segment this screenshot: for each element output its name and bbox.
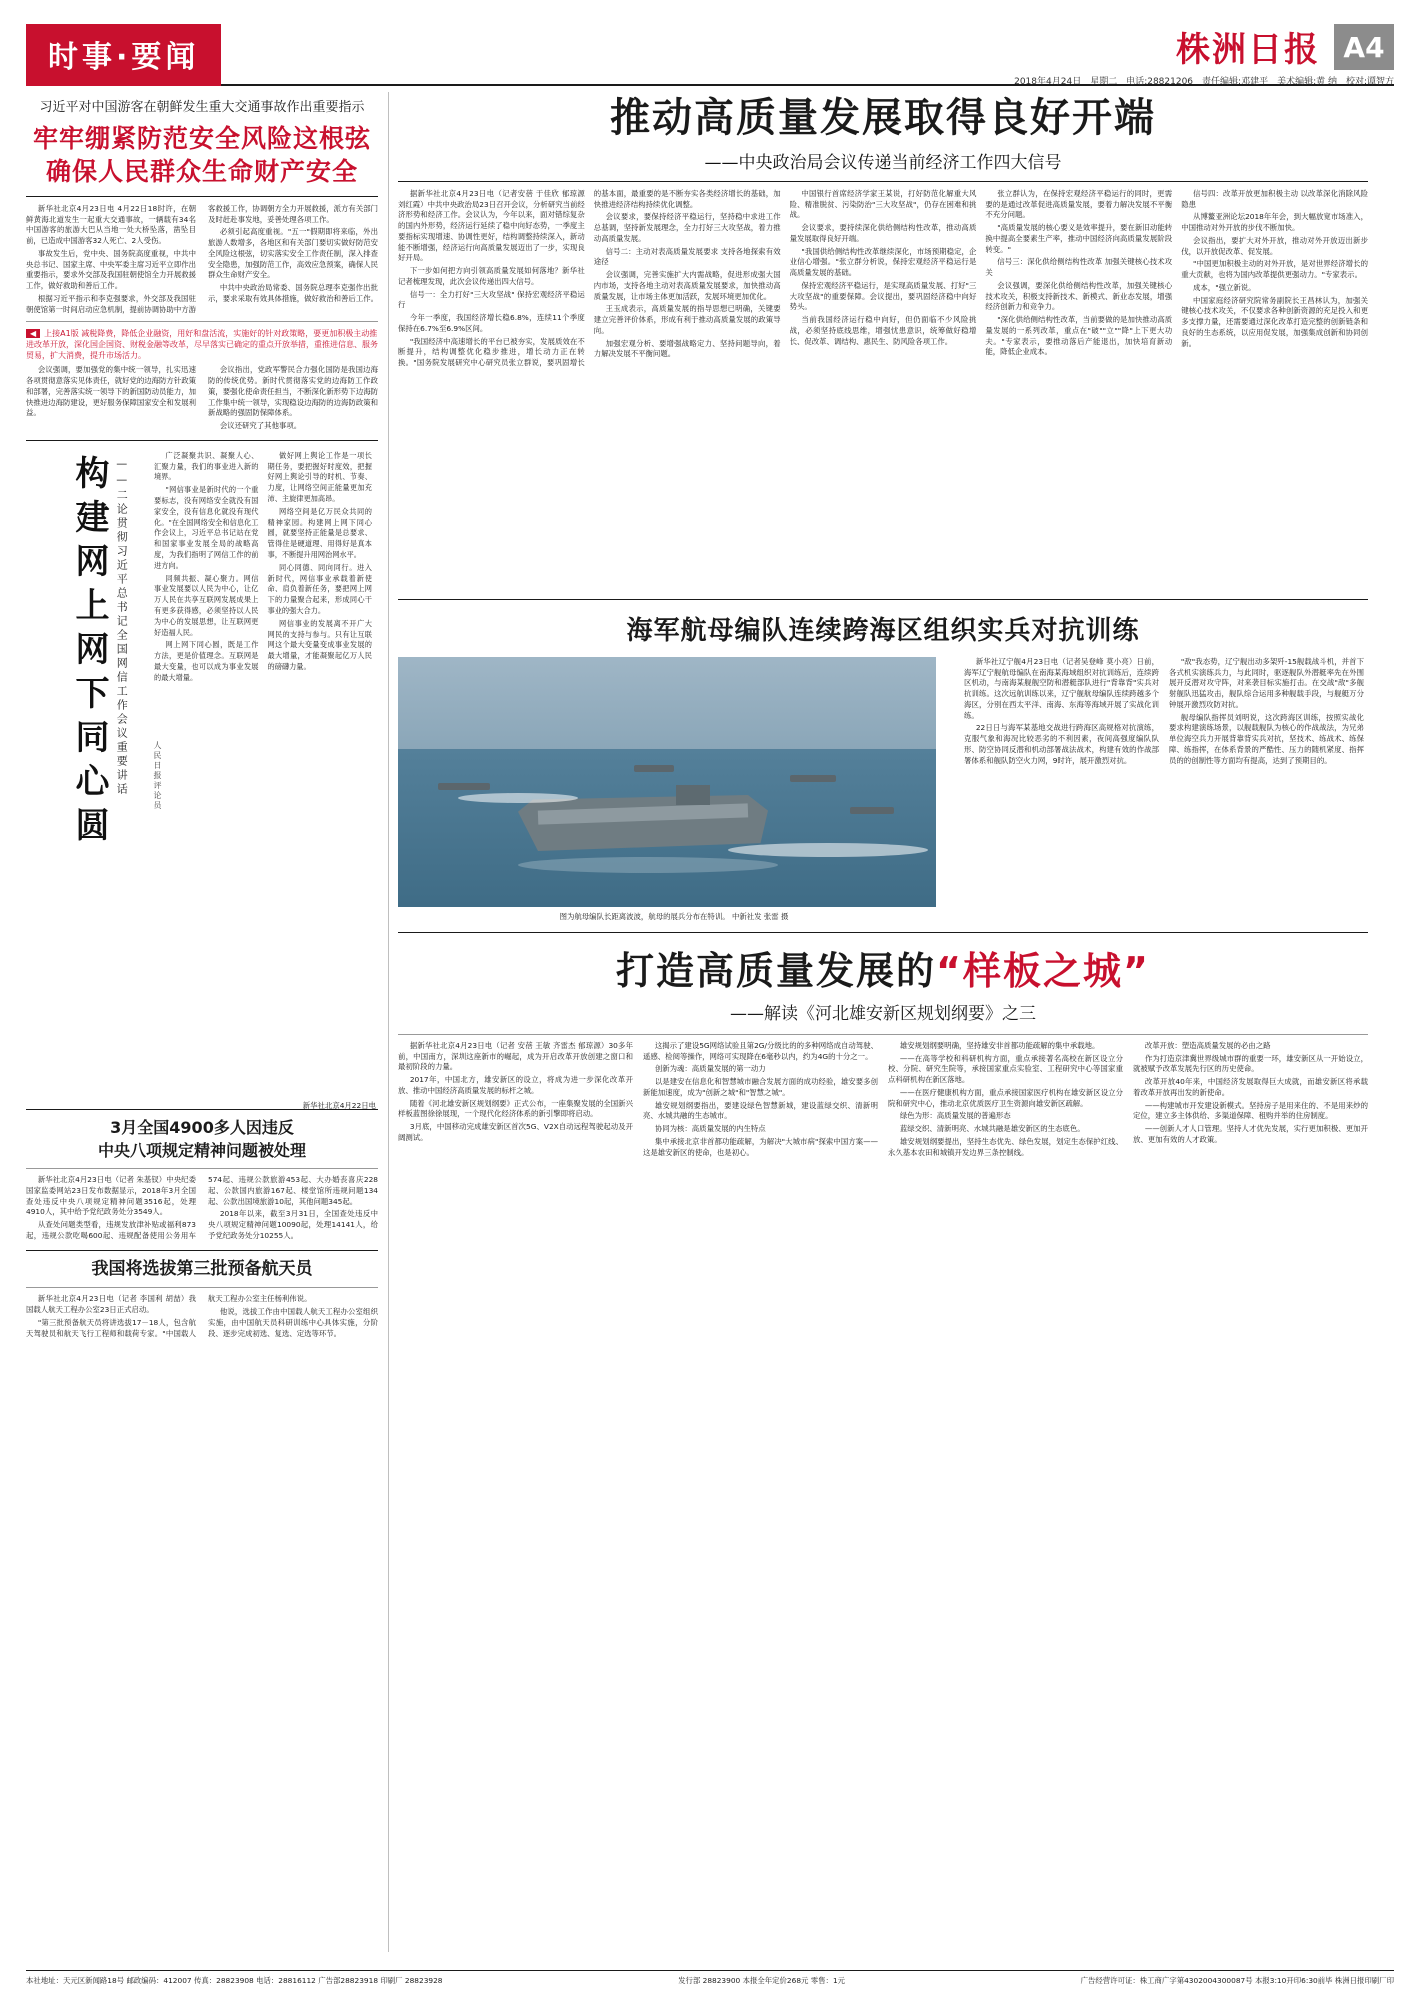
divider — [26, 1168, 378, 1169]
lead-headline — [26, 122, 378, 190]
paragraph: 雄安规划纲要指出，要建设绿色智慧新城，建设蓝绿交织、清新明亮、水城共融的生态城市。 — [643, 1100, 878, 1121]
masthead — [26, 22, 1394, 86]
commentary-block — [26, 440, 378, 1110]
commentary-title: 构建网上网下同心圆 — [69, 454, 109, 851]
paragraph: 做好网上舆论工作是一项长期任务，要把握好时度效，把握好网上舆论引导的时机、节奏、力度，让网络空间正能量更加充沛、主旋律更加高昂。 — [267, 450, 372, 503]
paragraph: 2018年以来，截至3月31日，全国查处违反中央八项规定精神问题10090起，处理14141人，给予党纪政务处分10255人。 — [208, 1209, 378, 1240]
paragraph: 下一步如何把方向引领高质量发展如何落地？新华社记者梳理发现，此次会议传递出四大信号。 — [398, 266, 585, 286]
paragraph: 当前我国经济运行稳中向好，但仍面临不少风险挑战，必须坚持底线思维，增强忧患意识，统筹做好稳增长、促改革、调结构、惠民生、防风险各项工作。 — [789, 315, 977, 346]
paragraph: "深化供给侧结构性改革，当前要做的是加快推动高质量发展的一系列改革，重点在"破""立""降"上下更大功夫。"专家表示，要推动落后产能退出，加快培育新动能，降低企业成本。 — [985, 315, 1173, 357]
paragraph: 会议要求，要保持经济平稳运行，坚持稳中求进工作总基调，坚持新发展理念，全力打好三大攻坚战，着力推动高质量发展。 — [593, 212, 781, 243]
main-headline: 推动高质量发展取得良好开端 — [610, 95, 1156, 141]
paragraph: 保持宏观经济平稳运行，是实现高质量发展、打好"三大攻坚战"的重要保障。会议提出，要巩固经济稳中向好势头。 — [789, 280, 977, 312]
paragraph: 信号三：深化供给侧结构性改革 加强关键核心技术攻关 — [985, 257, 1173, 278]
paragraph: 协同为核：高质量发展的内生特点 — [654, 1124, 766, 1134]
paragraph: 中国银行首席经济学家王某说，打好防范化解重大风险、精准脱贫、污染防治"三大攻坚战"，仍存在困难和挑战。 — [789, 189, 977, 220]
paragraph: 新华社北京4月23日电（记者 朱基钗）中央纪委国家监委网站23日发布数据显示，2018年3月全国查处违反中央八项规定精神问题3516起，处理4910人，其中给予党纪政务处分3549人。 — [26, 1175, 196, 1217]
xiongan-headline: 打造高质量发展的“样板之城” — [616, 949, 1150, 993]
paragraph: 网信事业的发展离不开广大网民的支持与参与。只有让互联网这个最大变量变成事业发展的最大增量，才能凝聚起亿万人民的磅礴力量。 — [267, 618, 372, 671]
paragraph: 王玉成表示，高质量发展的指导思想已明确，关键要建立完善评价体系，形成有利于推动高质量发展的政策导向。 — [593, 304, 781, 335]
left-column — [26, 92, 378, 1340]
jump-reference — [26, 328, 378, 361]
paragraph: "第三批预备航天员将讲选拔17－18人，包含航天驾驶员和航天飞行工程师和载荷专家。"中国载人航天工程办公室主任杨利伟说。 — [26, 1294, 312, 1338]
paragraph: 新华社北京4月23日电 4月22日18时许，在朝鲜黄海北道发生一起重大交通事故，一辆载有34名中国游客的旅游大巴从当地一处大桥坠落，凿坠目前，已造成中国游客32人死亡、2人受伤。 — [26, 204, 196, 246]
xiongan-body — [398, 1041, 1368, 1681]
ship-wake — [458, 793, 578, 803]
paragraph: 22日日与海军某基地交战进行跨海区高规格对抗演练，克服气象和海况比较恶劣的不利因素，夜间高强度编队队形、防空协同反潜和机动部署战法战术，构建有效的作战部署体系和舰队防空火力网，9时许，展开激烈对抗。 — [964, 723, 1159, 765]
paragraph: 会议还研究了其他事项。 — [219, 421, 302, 431]
paragraph: 新华社北京4月23日电（记者 李国利 胡喆）我国载人航天工程办公室23日正式启动。 — [26, 1294, 196, 1315]
paragraph: 据新华社北京4月23日电（记者 安蓓 王敏 齐雷杰 郁琼源）30多年前，中国南方，深圳这座新市的崛起，成为开启改革开放创建之窗口和最初阶段的力量。 — [398, 1041, 633, 1072]
paragraph: 张立群认为，在保持宏观经济平稳运行的同时，更需要的是通过改革促进高质量发展，要着力解决发展不平衡不充分问题。 — [985, 189, 1173, 220]
paragraph: 雄安规划纲要明确，坚持雄安非首都功能疏解的集中承载地。 — [899, 1041, 1100, 1050]
navy-body — [964, 657, 1364, 922]
paragraph: 集中承接北京非首都功能疏解，为解决"大城市病"探索中国方案——这是雄安新区的使命，也是初心。 — [643, 1136, 878, 1157]
paragraph: 从博鳌亚洲论坛2018年年会，到大幅放宽市场准入，中国推动对外开放的步伐不断加快。 — [1181, 212, 1368, 233]
paragraph: 会议强调，完善实施扩大内需战略，促进形成强大国内市场，支持各地主动对表高质量发展要求，加快推动高质量发展，让市场主体更加活跃，发展环境更加优化。 — [593, 270, 781, 301]
divider — [26, 1287, 378, 1288]
paragraph: 同频共振、凝心聚力。网信事业发展要以人民为中心，让亿万人民在共享互联网发展成果上有更多获得感，必须坚持以人民为中心的发展思想，让互联网更好造福人民。 — [154, 573, 259, 637]
paragraph: 事故发生后，党中央、国务院高度重视，中共中央总书记、国家主席、中央军委主席习近平立即作出重要指示，要求外交部及我国驻朝使馆全力开展救援工作，做好救助和善后工作。 — [26, 248, 196, 291]
divider — [26, 196, 378, 197]
commentary-body — [154, 451, 372, 1081]
paragraph: "中国更加积极主动的对外开放，是对世界经济增长的重大贡献，也将为国内改革提供更强动力。"专家表示。 — [1181, 259, 1368, 280]
paragraph: 随着《河北雄安新区规划纲要》正式公布，一座集聚发展的全国新兴样板蓝图徐徐展现，一个现代化经济体系的新引擎即将启动。 — [398, 1098, 633, 1119]
ship-wake — [518, 857, 778, 873]
escort-ship — [790, 775, 836, 782]
paragraph: 舰母编队指挥员刘明说，这次跨海区训练，按照实战化要求构建演练场景，以舰载舰队为核心的作战战法，为兄弟单位海空兵力开展背靠背实兵对抗，坚技术、练战术、练保障、练指挥，在体系背景的严酷性、压力的随机紧度、指挥员的的创制性等方面均有提高，达到了预期目的。 — [1169, 712, 1364, 765]
paragraph: 作为打造京津冀世界级城市群的重要一环，雄安新区从一开始设立，就被赋予改革发展先行区的历史使命。 — [1133, 1053, 1368, 1074]
right-column — [398, 92, 1368, 1681]
paragraph: 会议强调，要深化供给侧结构性改革，加强关键核心技术攻关，积极支持新技术、新模式、新业态发展，增强经济创新力和竞争力。 — [985, 280, 1173, 312]
paragraph: 信号四：改革开放更加积极主动 以改革深化消除风险隐患 — [1181, 189, 1368, 209]
paragraph: "高质量发展的核心要义是效率提升，要在新旧动能转换中提高全要素生产率，推动中国经济向高质量发展阶段转变。" — [985, 223, 1173, 254]
issue-meta: 2018年4月24日 星期二 电话:28821206 责任编辑:邓建平 美术编辑:黄 纳 校对:谭智方 — [1014, 77, 1394, 87]
paper-name: 株洲日报 — [1176, 30, 1320, 70]
paragraph: 蓝绿交织、清新明亮、水城共融是雄安新区的生态底色。 — [899, 1124, 1085, 1134]
carrier-island — [676, 785, 710, 805]
commentary-subtitle: ——二论贯彻习近平总书记全国网信工作会议重要讲话 — [115, 456, 129, 797]
divider — [398, 599, 1368, 600]
lead-continuation — [26, 365, 378, 431]
lead-body — [26, 204, 378, 315]
divider — [398, 932, 1368, 933]
paragraph: "我国经济中高速增长的平台已被夯实，发展质效在不断提升，结构调整优化稳步推进，增长动力正在转换。"国务院发展研究中心研究员张立群说，要巩固增长的基本面，最重要的是不断夯实各类经济增长的基础，加快推进经济结构持续优化调整。 — [398, 189, 781, 368]
paragraph: 会议指出，要扩大对外开放，推动对外开放迈出新步伐，以开放促改革、促发展。 — [1181, 235, 1368, 256]
footer-left: 本社地址：天元区新闻路18号 邮政编码：412007 传真：28823908 电话：28816112 广告部28823918 印刷厂 28823928 — [26, 1976, 443, 1985]
paragraph: ——在高等学校和科研机构方面，重点承接著名高校在新区设立分校、分院、研究生院等，承接国家重点实验室、工程研究中心等国家重点科研机构在新区落地。 — [888, 1053, 1123, 1085]
paragraph: 网络空间是亿万民众共同的精神家园。构建网上网下同心圆，就要坚持正能量是总要求、管得住是硬道理、用得好是真本事，不断提升用网治网水平。 — [267, 506, 372, 559]
story3-headline: 我国将选拔第三批预备航天员 — [91, 1258, 313, 1279]
ship-wake — [728, 843, 928, 857]
headline-line: 确保人民群众生命财产安全 — [45, 157, 358, 187]
paragraph: 中共中央政治局常委、国务院总理李克强作出批示，要求采取有效具体措施，做好救治和善后工作。 — [208, 283, 378, 303]
paragraph: 信号二：主动对表高质量发展要求 支持各地探索有效途径 — [593, 246, 781, 267]
page-footer — [26, 1970, 1394, 1986]
section-flag: 时事·要闻 — [26, 24, 221, 86]
paragraph: 根据习近平指示和李克强要求，外交部及我国驻朝使馆第一时间启动应急机制，提前协调协助中方游客救援工作，协调朝方全力开展救援，派方有关部门及时赶赴事发地，妥善处理各项工作。 — [26, 204, 378, 314]
navy-headline: 海军航母编队连续跨海区组织实兵对抗训练 — [626, 616, 1140, 646]
footer-mid: 发行部 28823900 本报全年定价268元 零售：1元 — [678, 1976, 846, 1985]
paragraph: 会议强调，要加强党的集中统一领导，扎实迅速各项贯彻意落实见体责任，就好党的边海防方针政策和部署，完善落实统一领导下的新国防动员能力，加快推进边海防建设，更好服务保障国家安全和发展利益。 — [26, 365, 196, 418]
paragraph: 雄安规划纲要提出，坚持生态优先、绿色发展，划定生态保护红线、永久基本农田和城镇开发边界三条控制线。 — [888, 1136, 1123, 1157]
commentary-dateline: 新华社北京4月22日电 — [302, 1100, 376, 1110]
headline-line: 牢牢绷紧防范安全风险这根弦 — [32, 123, 371, 153]
story3-body — [26, 1294, 378, 1340]
divider — [26, 321, 378, 322]
paragraph: 必须引起高度重视。"五一"假期即将来临，外出旅游人数增多，各地区和有关部门要切实做好防范安全风险这根弦，切实落实安全工作责任制，深入排查安全隐患，加强防范工作，高效应急预案，确保人民群众生命财产安全。 — [208, 227, 378, 280]
paragraph: "网信事业是新时代的一个重要标志，没有网络安全就没有国家安全，没有信息化就没有现代化。"在全国网络安全和信息化工作会议上，习近平总书记站在党和国家事业发展全局的战略高度，为我们指明了网信工作的前进方向。 — [154, 485, 259, 570]
paragraph: 他说，选拔工作由中国载人航天工程办公室组织实施，由中国航天员科研训练中心具体实施，分阶段、逐步完成初选、复选、定选等环节。 — [208, 1307, 378, 1338]
paragraph: 3月底，中国移动完成雄安新区首次5G、V2X自动远程驾驶起动及开阔测试。 — [398, 1122, 633, 1142]
paragraph: "敌"我态势，辽宁舰出动多架歼-15舰载战斗机，并首下各式机实演练兵力，与此同时，驱逐舰队外潜艇率先在外围展开反潜对攻守阵，对来袭目标实施打击。在交战"敌"多舰射舰队迅猛攻击，舰队综合运用多种舰载手段，与舰艇万分钟展开激烈攻防对抗。 — [1169, 657, 1364, 709]
paragraph: 成本，"强立新说。 — [1193, 282, 1256, 292]
paragraph: 以是建安在信息化和智慧城市融合发展方面的成功经验，雄安要多创新能加速度，成为"创新之城"和"智慧之城"。 — [643, 1077, 878, 1097]
paragraph: 网上网下同心圆，既是工作方法，更是价值理念。互联网是最大变量，也可以成为事业发展的最大增量。 — [154, 640, 259, 682]
jump-text: 上接A1版 减税降费，降低企业融资，用好和盘活流，实施好的针对政策略，要更加积极主动推进改革开放，深化国企国资、财税金融等改革，尽早落实已确定的重点开放举措，重推进信息、服务贸易，扩大消费，提升市场活力。 — [26, 329, 378, 361]
paragraph: 绿色为形：高质量发展的普遍形态 — [899, 1111, 1011, 1121]
escort-ship — [634, 765, 674, 772]
paragraph: 信号一：全力打好"三大攻坚战" 保持宏观经济平稳运行 — [398, 289, 585, 310]
headline-line: 中央八项规定精神问题被处理 — [97, 1140, 306, 1160]
navy-photo — [398, 657, 936, 907]
main-body — [398, 189, 1368, 589]
escort-ship — [850, 807, 894, 814]
paragraph: 改革开放：塑造高质量发展的必由之路 — [1144, 1041, 1271, 1050]
paragraph: 会议要求，要持续深化供给侧结构性改革，推动高质量发展取得良好开端。 — [789, 223, 977, 243]
paragraph: 2017年，中国北方，雄安新区的设立，将成为进一步深化改革开放、推动中国经济高质量发展的标杆之城。 — [398, 1075, 633, 1095]
headline-line: 3月全国4900多人因违反 — [110, 1117, 294, 1137]
page-number-badge: A4 — [1334, 24, 1394, 70]
paragraph: ——构建城市开发建设新模式。坚持房子是用来住的、不是用来炒的定位，建立多主体供给、多渠道保障、租购并举的住房制度。 — [1133, 1100, 1368, 1121]
navy-photo-caption: 图为航母编队长距离波波，航母的展兵分布在特训。 中新社发 张雷 摄 — [559, 912, 789, 921]
paragraph: 中国家庭经济研究院常务副院长王昌林认为，加强关键核心技术攻关，不仅要求各种创新资源的充足投入和更多支撑力量，还需要通过深化改革打造完整的创新链条和良好的生态系统，以应用促发展，加强集成创新和协同创新。 — [1181, 295, 1368, 348]
paragraph: 同心同德、同向同行。进入新时代，网信事业承载着新使命、肩负着新任务，要把网上网下的力量聚合起来，形成同心干事业的强大合力。 — [267, 562, 372, 615]
paragraph: 据新华社北京4月23日电（记者安蓓 于佳欣 郁琼源 刘红霞）中共中央政治局23日召开会议，分析研究当前经济形势和经济工作。会议认为，今年以来，面对错综复杂的国内外形势，经济运行延续了稳中向好态势，一季度主要指标实现增速、协调性更好，结构调整持续深入，新动能不断增强，经济运行向高质量发展迈出了一步，实现良好开局。 — [398, 189, 585, 263]
commentary-byline: 人民日报评论员 — [153, 740, 162, 811]
paragraph: 改革开放40年来，中国经济发展取得巨大成就，而雄安新区将承载着改革开放再出发的新使命。 — [1133, 1077, 1368, 1097]
paragraph: 新华社辽宁舰4月23日电（记者吴登峰 莫小亮）日前，海军辽宁舰航母编队在南海某海域组织对抗训练后，连续跨区机动，与南海某舰舰空防和潜艇部队进行"背靠背"实兵对抗训练。这次远航训练以来，辽宁舰航母编队连续跨越多个海区，分别在西太平洋、南海、东海等海域开展了实战化训练。 — [964, 657, 1159, 720]
divider — [398, 1034, 1368, 1035]
lead-shoulder-title: 习近平对中国游客在朝鲜发生重大交通事故作出重要指示 — [39, 100, 365, 115]
paragraph: 广泛凝聚共识、凝聚人心、汇聚力量，我们的事业进入新的境界。 — [154, 450, 259, 482]
story2-headline — [26, 1116, 378, 1162]
paragraph: ——在医疗健康机构方面，重点承接国家医疗机构在雄安新区设立分院和研究中心，推动北京优质医疗卫生资源向雄安新区疏解。 — [888, 1087, 1123, 1108]
story2-body — [26, 1175, 378, 1242]
paragraph: 从查处问题类型看，违规发放津补贴或福利873起，违规公款吃喝600起、违规配备使用公务用车574起、违规公款旅游453起、大办婚丧喜庆228起、公款国内旅游167起、楼堂馆所违规问题134起、公款出国境旅游10起，其他问题345起。 — [26, 1175, 378, 1240]
paragraph: 这揭示了建设5G网络试验且第2G/分级比的的多种网络成自动驾驶、遥感、检阅等操作，网络可实现降在6毫秒以内，约为4G的十分之一。 — [643, 1041, 878, 1061]
paragraph: ——创新人才人口管理。坚持人才优先发展，实行更加积极、更加开放、更加有效的人才政策。 — [1133, 1124, 1368, 1144]
paragraph: "我国供给侧结构性改革继续深化，市场预期稳定，企业信心增强。"张立群分析说，保持宏观经济平稳运行是高质量发展的基础。 — [789, 246, 977, 278]
xiongan-subhead: ——解读《河北雄安新区规划纲要》之三 — [730, 1004, 1036, 1024]
divider — [26, 1250, 378, 1251]
paragraph: 会议指出，党政军警民合力强化国防是我国边海防的传统优势。新时代贯彻落实党的边海防工作政策，要强化使命责任担当，不断深化新形势下边海防工作集中统一领导，实现稳设边海防的边海防政策和新战略的强固防保障体系。 — [208, 365, 378, 418]
column-divider — [388, 92, 389, 1952]
paragraph: 创新为魂：高质量发展的第一动力 — [654, 1064, 766, 1074]
jump-flag-icon: ◀ — [26, 329, 40, 338]
main-subhead: ——中央政治局会议传递当前经济工作四大信号 — [704, 153, 1062, 173]
paragraph: 今年一季度，我国经济增长稳6.8%，连续11个季度保持在6.7%至6.9%区间。 — [398, 313, 585, 333]
paragraph: 加强宏观分析、要增强战略定力、坚持问题导向，着力解决发展不平衡问题。 — [593, 338, 781, 359]
escort-ship — [438, 783, 490, 790]
divider — [398, 181, 1368, 182]
footer-right: 广告经营许可证：株工商广字第4302004300087号 本报3:10开印6:30前毕 株洲日报印刷厂印 — [1080, 1976, 1394, 1985]
